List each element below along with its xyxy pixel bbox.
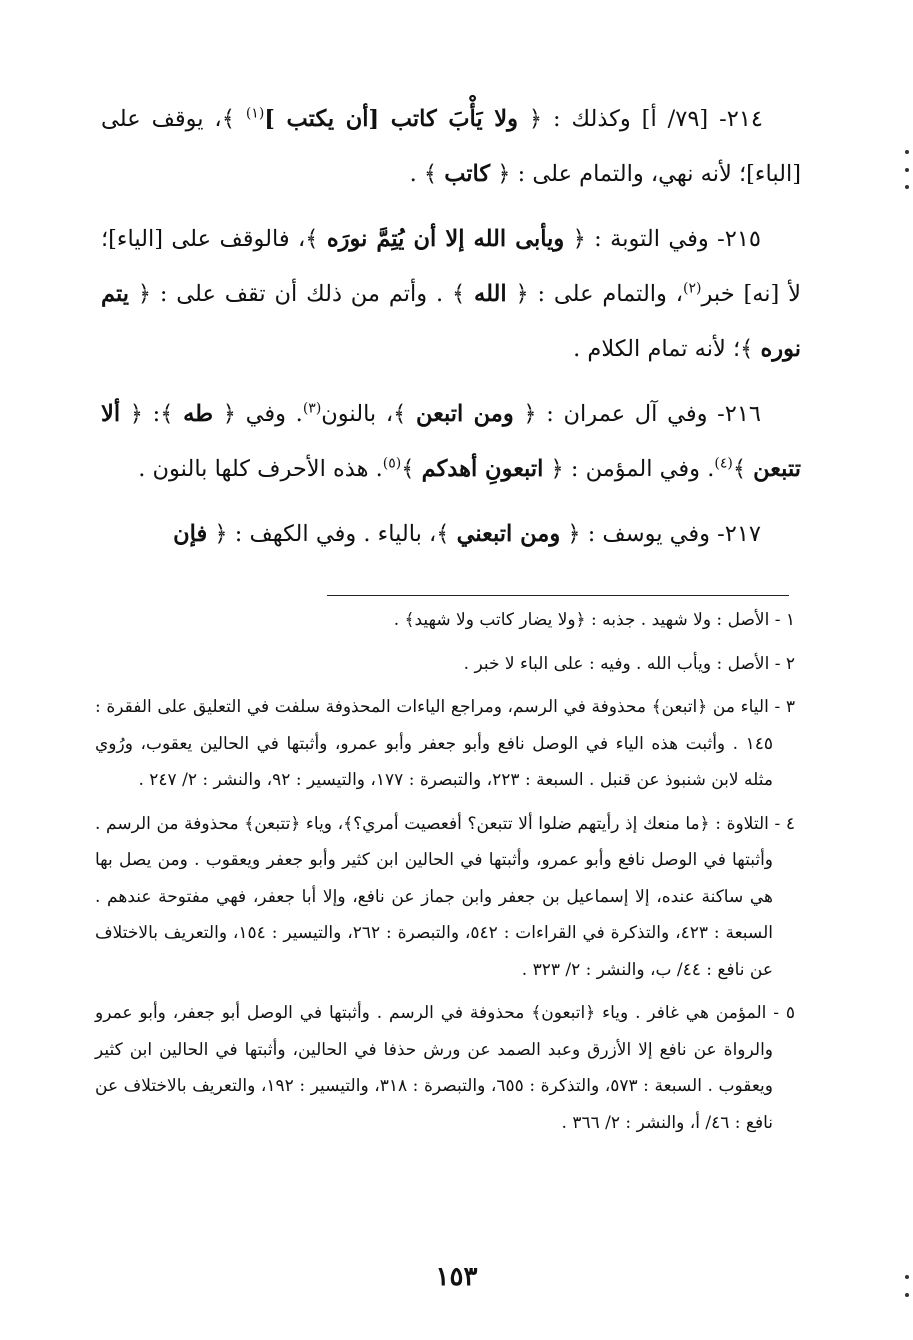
quran-quote: طه bbox=[183, 401, 214, 427]
margin-dot bbox=[905, 185, 909, 189]
paragraph-216 bbox=[101, 387, 801, 497]
paragraph-215 bbox=[101, 212, 801, 377]
body-text: ٢١٦- وفي آل عمران : ﴿ bbox=[513, 401, 761, 427]
quran-quote: ومن اتبعني bbox=[456, 521, 561, 547]
body-text: ﴾، بالنون bbox=[321, 401, 416, 427]
quran-quote: الله bbox=[474, 281, 507, 307]
body-text: ﴾، يوقف على [الباء]؛ لأنه نهي، والتمام على : ﴿ bbox=[101, 106, 801, 187]
quran-quote: كاتب bbox=[444, 161, 491, 187]
footnote-2: ٢ - الأصل : ويأب الله . وفيه : على الباء لا خبر . bbox=[463, 653, 795, 674]
body-text: . وفي ﴿ bbox=[213, 401, 303, 427]
body-text: ٢١٥- وفي التوبة : ﴿ bbox=[564, 226, 761, 252]
footnote-4: ٤ - التلاوة : ﴿ما منعك إذ رأيتهم ضلوا ألا تتبعن؟ أفعصيت أمري؟﴾، وياء ﴿تتبعن﴾ محذوفة من الرسم . وأثبتها في الوصل نافع وأبو عمرو، وأثبتها في الحالين ابن كثير وأبو جعفر ويعقوب . ومن يصل بها هي ساكنة عنده، إلا إسماعيل بن جعفر وابن جماز عن نافع، وإلا أبا جعفر، فهي مفتوحة عندهم . السبعة : ٤٢٣، والتذكرة في القراءات : ٥٤٢، والتبصرة : ٢٦٢، والتيسير : ١٥٤، والتعريف بالاختلاف عن نافع : ٤٤/ ب، والنشر : ٢/ ٣٢٣ . bbox=[95, 813, 795, 980]
margin-dot bbox=[905, 1293, 909, 1297]
quran-quote: اتبعونِ أهدكم bbox=[421, 456, 544, 482]
quran-quote: فإن bbox=[173, 521, 208, 547]
quran-quote: ويأبى الله إلا أن يُتِمَّ نورَه bbox=[326, 226, 565, 252]
footnote-5: ٥ - المؤمن هي غافر . وياء ﴿اتبعون﴾ محذوفة في الرسم . وأثبتها في الوصل أبو جعفر، وأبو عمرو والرواة عن نافع إلا الأزرق وعبد الصمد عن ورش حذفا في الحالين، وأثبتها في الحالين ابن كثير ويعقوب . السبعة : ٥٧٣، والتذكرة : ٦٥٥، والتبصرة : ٣١٨، والتيسير : ١٩٢، والتعريف بالاختلاف عن نافع : ٤٦/ أ، والنشر : ٢/ ٣٦٦ . bbox=[95, 1003, 795, 1133]
quran-quote: ولا يَأْبَ كاتب [أن يكتب ] bbox=[264, 106, 518, 132]
body-text: ﴾ . bbox=[409, 161, 445, 187]
footnote-3: ٣ - الياء من ﴿اتبعن﴾ محذوفة في الرسم، ومراجع الياءات المحذوفة سلفت في التعليق على الفقرة : ١٤٥ . وأثبت هذه الياء في الوصل نافع وأبو جعفر وأبو عمرو، وأثبتها في الحالين يعقوب، ورُوي مثله لابن شنبوذ عن قنبل . السبعة : ٢٢٣، والتبصرة : ١٧٧، والتيسير : ٩٢، والنشر : ٢/ ٢٤٧ . bbox=[95, 697, 795, 790]
margin-dot bbox=[905, 1275, 909, 1279]
quran-quote: ألا تتبعن bbox=[101, 401, 801, 482]
footnote-1: ١ - الأصل : ولا شهيد . جذبه : ﴿ولا يضار كاتب ولا شهيد﴾ . bbox=[393, 610, 795, 630]
footnote-separator bbox=[327, 595, 789, 596]
body-text: ٢١٤- [٧٩/ أ] وكذلك : ﴿ bbox=[517, 106, 763, 132]
footnote-ref: (٢) bbox=[683, 280, 702, 297]
margin-dot bbox=[905, 150, 909, 154]
footnote-ref: (٥) bbox=[382, 455, 402, 472]
margin-dot bbox=[905, 168, 909, 172]
footnotes bbox=[95, 602, 795, 1148]
body-text: ﴾، فالوقف على [الياء]؛ لأ [نه] خبر bbox=[101, 226, 801, 307]
body-text: ﴾ bbox=[401, 456, 422, 482]
body-text: ، والتمام على : ﴿ bbox=[506, 281, 684, 307]
body-text: ﴾: ﴿ bbox=[120, 401, 184, 427]
body-text: ﴾ . وأتم من ذلك أن تقف على : ﴿ bbox=[129, 281, 475, 307]
quran-quote: ومن اتبعن bbox=[416, 401, 514, 427]
main-text bbox=[101, 92, 801, 572]
body-text: . هذه الأحرف كلها بالنون . bbox=[138, 456, 383, 482]
page-number: ١٥٣ bbox=[435, 1262, 478, 1292]
body-text: ﴾، بالياء . وفي الكهف : ﴿ bbox=[207, 521, 457, 547]
footnote-ref: (٤) bbox=[714, 455, 733, 472]
body-text: ﴾؛ لأنه تمام الكلام . bbox=[573, 336, 761, 362]
body-text: . وفي المؤمن : ﴿ bbox=[543, 456, 715, 482]
footnote-ref: (١) bbox=[245, 105, 265, 122]
quran-quote: يتم نوره bbox=[101, 281, 801, 362]
footnote-ref: (٣) bbox=[302, 400, 322, 417]
body-text: ٢١٧- وفي يوسف : ﴿ bbox=[560, 521, 761, 547]
paragraph-217 bbox=[101, 507, 801, 562]
paragraph-214 bbox=[101, 92, 801, 202]
body-text: ﴾ bbox=[732, 456, 754, 482]
